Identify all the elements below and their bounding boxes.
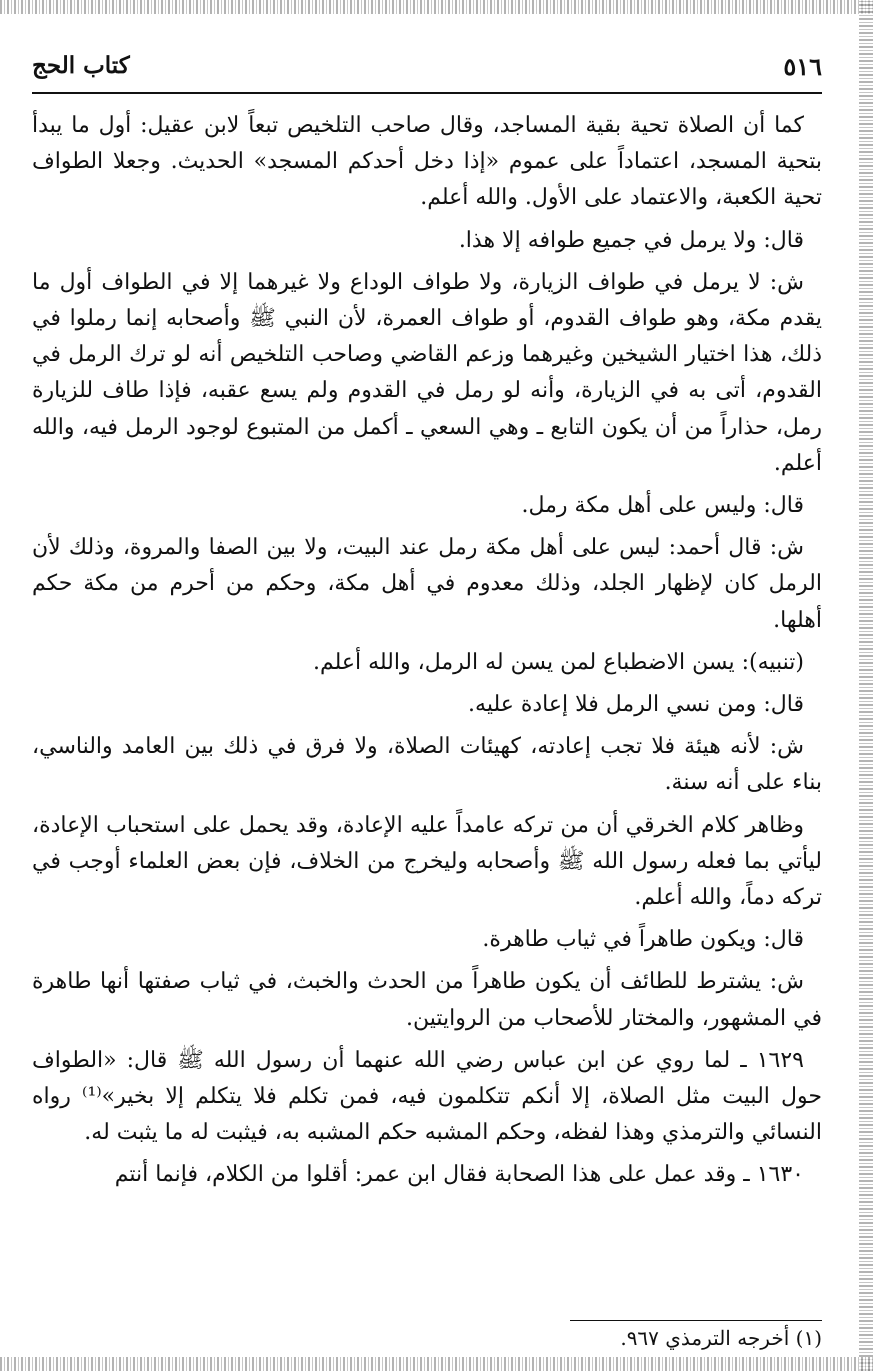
- paragraph: (تنبيه): يسن الاضطباع لمن يسن له الرمل، والله أعلم.: [312, 649, 804, 675]
- right-ornament-border: [859, 0, 873, 1371]
- footnote-rule: [570, 1320, 822, 1321]
- bottom-ornament-border: [0, 1357, 873, 1371]
- paragraph: ١٦٢٩ ـ لما روي عن ابن عباس رضي الله عنهما أن رسول الله ﷺ قال: «الطواف حول البيت مثل الصلاة، إلا أنكم تتكلمون فيه، فمن تكلم فلا يتكلم إلا بخير»⁽¹⁾ رواه النسائي والترمذي وهذا لفظه، وحكم المشبه حكم المشبه به، فيثبت له ما يثبت له.: [32, 1047, 822, 1146]
- footnote: (١) أخرجه الترمذي ٩٦٧.: [620, 1326, 822, 1350]
- paragraph: قال: ومن نسي الرمل فلا إعادة عليه.: [468, 692, 804, 718]
- paragraph: ش: لأنه هيئة فلا تجب إعادته، كهيئات الصلاة، ولا فرق في ذلك بين العامد والناسي، بناء على أنه سنة.: [32, 734, 822, 796]
- paragraph: ش: يشترط للطائف أن يكون طاهراً من الحدث والخبث، في ثياب صفتها أنها طاهرة في المشهور، والمختار للأصحاب من الروايتين.: [32, 969, 822, 1031]
- paragraph: كما أن الصلاة تحية بقية المساجد، وقال صاحب التلخيص تبعاً لابن عقيل: أول ما يبدأ بتحية المسجد، اعتماداً على عموم «إذا دخل أحدكم المسجد» الحديث. وجعلا الطواف تحية الكعبة، والاعتماد على الأول. والله أعلم.: [32, 113, 822, 211]
- paragraph: قال: ولا يرمل في جميع طوافه إلا هذا.: [458, 227, 804, 253]
- book-title: كتاب الحج: [32, 52, 130, 79]
- paragraph: ش: قال أحمد: ليس على أهل مكة رمل عند البيت، ولا بين الصفا والمروة، وذلك لأن الرمل كان لإظهار الجلد، وذلك معدوم في أهل مكة، وحكم من أحرم من مكة حكم أهلها.: [32, 535, 822, 633]
- page-header: [32, 52, 822, 92]
- page-body: [32, 108, 822, 1200]
- header-rule: [32, 92, 822, 94]
- paragraph: ١٦٣٠ ـ وقد عمل على هذا الصحابة فقال ابن عمر: أقلوا من الكلام، فإنما أنتم: [114, 1162, 804, 1188]
- top-ornament-border: [0, 0, 873, 14]
- paragraph: قال: ويكون طاهراً في ثياب طاهرة.: [482, 927, 804, 953]
- paragraph: وظاهر كلام الخرقي أن من تركه عامداً عليه الإعادة، وقد يحمل على استحباب الإعادة، ليأتي بما فعله رسول الله ﷺ وأصحابه وليخرج من الخلاف، فإن بعض العلماء أوجب في تركه دماً، والله أعلم.: [32, 812, 822, 911]
- page-number: ٥١٦: [783, 52, 822, 81]
- paragraph: ش: لا يرمل في طواف الزيارة، ولا طواف الوداع ولا غيرهما إلا في الطواف أول ما يقدم مكة، وهو طواف القدوم، أو طواف العمرة، لأن النبي ﷺ وأصحابه إنما رملوا في ذلك، هذا اختيار الشيخين وغيرهما وزعم القاضي وصاحب التلخيص أنه لو ترك الرمل في القدوم، أتى به في الزيارة، وأنه لو رمل في القدوم ولم يسع عقبه، فإذا طاف للزيارة رمل، حذاراً من أن يكون التابع ـ وهي السعي ـ أكمل من المتبوع لوجود الرمل فيه، والله أعلم.: [32, 269, 822, 476]
- paragraph: قال: وليس على أهل مكة رمل.: [521, 493, 804, 519]
